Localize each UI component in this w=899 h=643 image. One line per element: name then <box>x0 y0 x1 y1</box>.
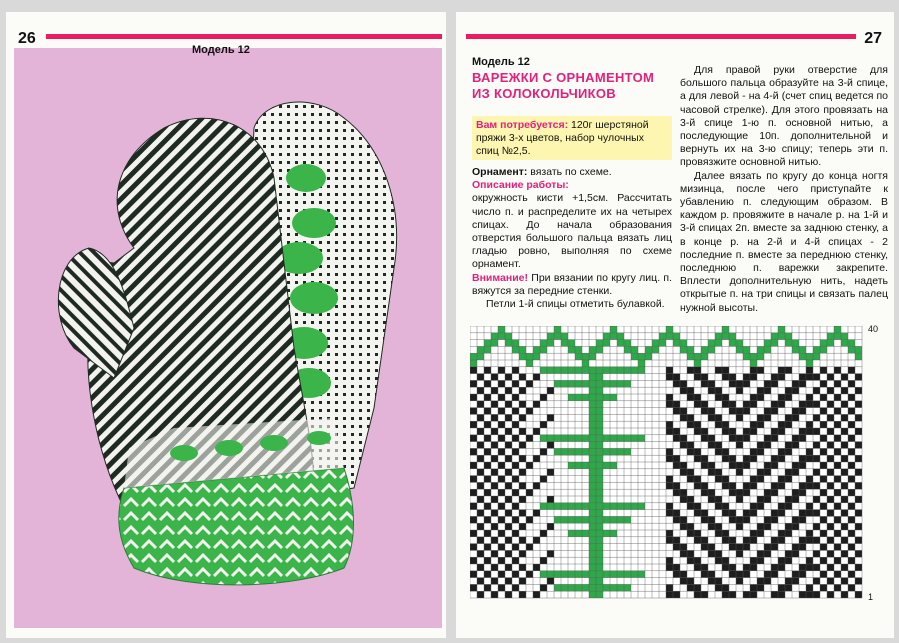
knitting-chart <box>470 326 864 607</box>
knitting-chart-grid <box>470 326 864 602</box>
materials-box <box>472 116 672 160</box>
header-rule-left <box>46 34 442 39</box>
attention-text: При вязании по кругу лиц. п. вяжутся за передние стенки. <box>472 271 672 297</box>
column2-paragraph-1: Для правой руки отверстие для большого пальца образуйте на 3-й спице, а для левой - на 4-й (счет спиц ведется по часовой стрелке). Для этого провязать на 3-й спице 1-ю п. основной нитью, а последующие 10п. дополнительной и вернуть их на 3-ю спицу; теперь эти п. провязжите основной нитью. <box>680 64 888 169</box>
title-line-1: ВАРЕЖКИ С ОРНАМЕНТОМ <box>472 70 655 85</box>
right-page <box>456 12 894 638</box>
materials-label: Вам потребуется: <box>476 119 569 131</box>
chart-row-label-top: 40 <box>868 324 879 334</box>
left-page <box>6 12 446 638</box>
mitten-photo <box>14 48 442 628</box>
ornament-label: Орнамент: <box>472 166 528 178</box>
page-number-left: 26 <box>18 30 36 47</box>
column2-paragraph-2: Далее вязать по кругу до конца ногтя мизинца, после чего приступайте к убавлению п. следующим образом. В каждом р. провяжите в начале р. на 1-й и 3-й спицах 2п. вместе за заднюю стенку, а в конце р. на 2-й и 4-й спицах - 2 последние п. вместе за переднюю стенку, последнюю п. варежки закрепите. Вплести дополнительную нить, надеть открытые п. на три спицы и связать палец нужной высоты. <box>680 169 888 314</box>
article-title <box>472 70 672 102</box>
materials-text: 120г шерстяной пряжи 3-х цветов, набор чулочных спиц №2,5. <box>476 119 649 157</box>
model-label-left: Модель 12 <box>192 44 250 56</box>
chart-row-label-bottom: 1 <box>868 592 874 602</box>
model-label-right: Модель 12 <box>472 56 530 68</box>
page-number-right: 27 <box>864 30 882 47</box>
ornament-text: вязать по схеме. <box>527 166 612 178</box>
attention-label: Внимание! <box>472 271 528 284</box>
text-column-2 <box>680 64 888 315</box>
mitten-illustration <box>14 48 442 628</box>
description-label: Описание работы: <box>472 179 569 192</box>
header-rule-right <box>466 34 856 39</box>
description-text: окружность кисти +1,5см. Рассчитать число п. и распределите их на четырех спицах. До начала образования отверстия большого пальца вязать лиц гладью ровно, выполняя по схеме орнамент. <box>472 192 672 271</box>
text-column-1 <box>472 166 672 311</box>
title-line-2: ИЗ КОЛОКОЛЬЧИКОВ <box>472 86 616 101</box>
loops-text: Петли 1-й спицы отметить булавкой. <box>486 298 665 311</box>
